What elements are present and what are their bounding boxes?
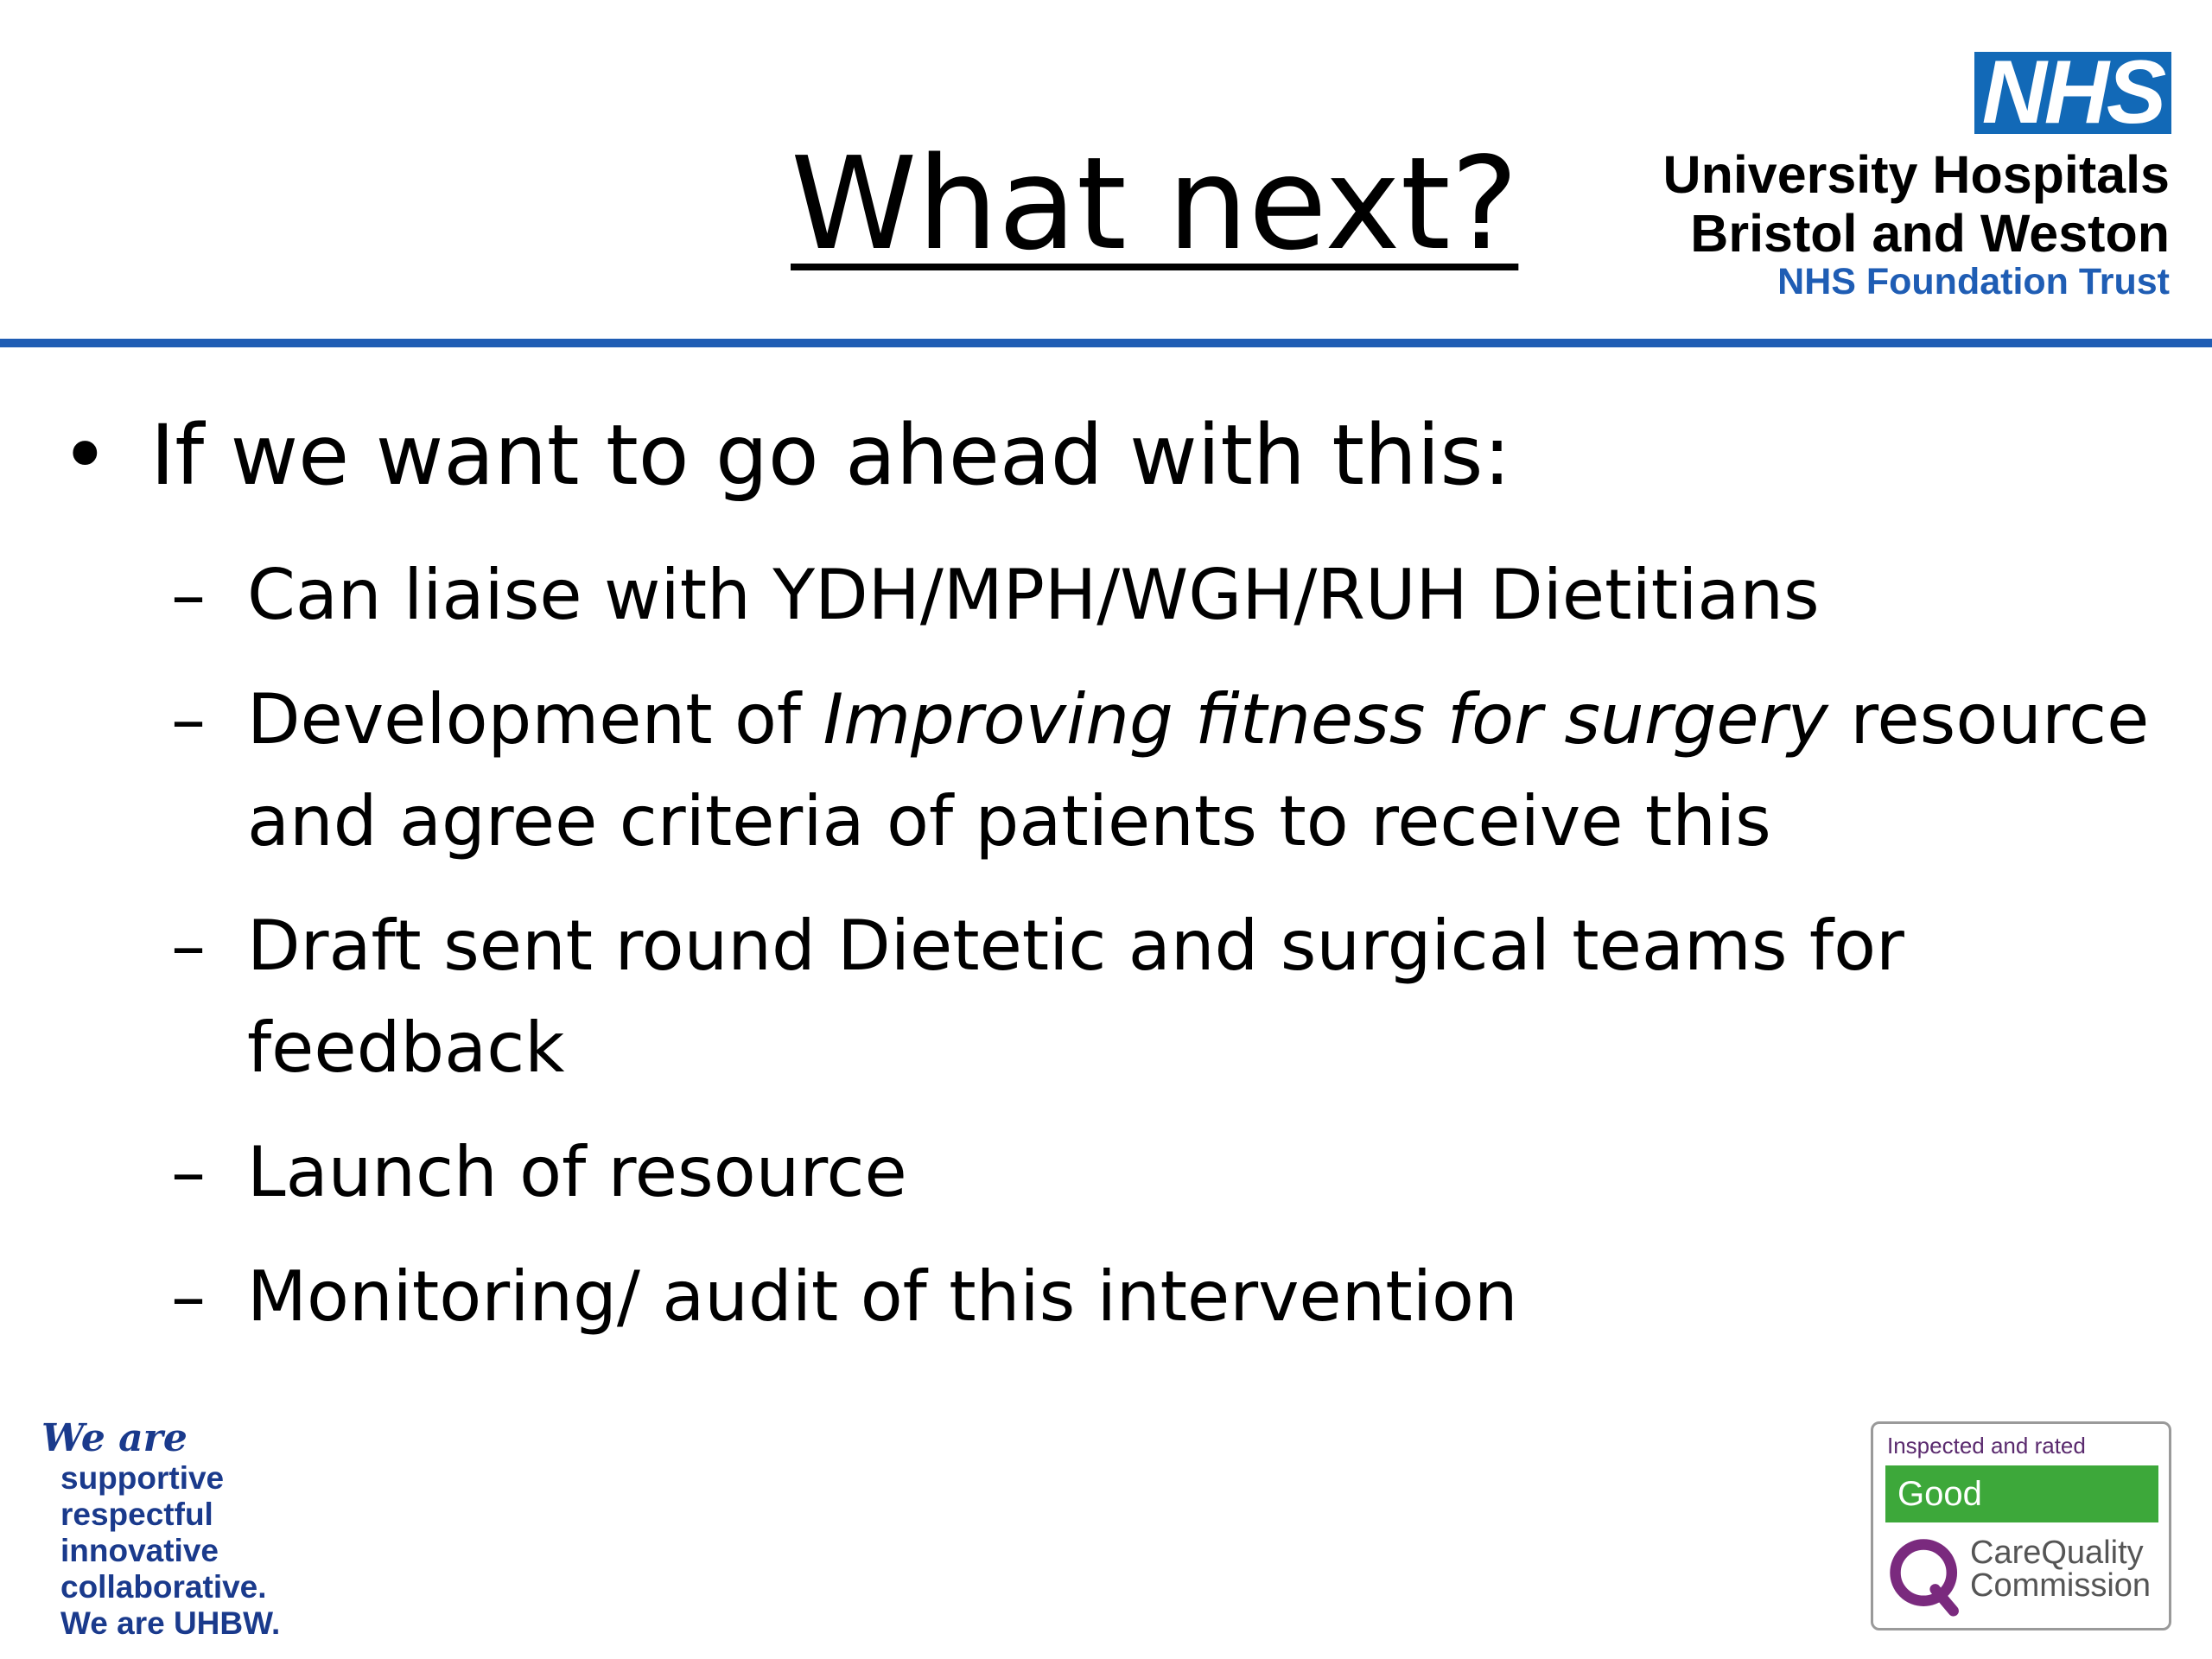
cqc-inspected-label: Inspected and rated xyxy=(1887,1433,2086,1459)
sub-bullet-item xyxy=(171,1122,2158,1224)
dash-marker: – xyxy=(171,555,206,635)
values-line: innovative xyxy=(60,1533,219,1568)
values-line: collaborative. xyxy=(60,1569,267,1605)
organisation-name xyxy=(1663,145,2170,263)
main-bullet xyxy=(60,406,1511,505)
dash-marker: – xyxy=(171,1256,206,1337)
header-divider xyxy=(0,339,2212,347)
cqc-name-line1: CareQuality xyxy=(1970,1535,2144,1571)
cqc-rating-value: Good xyxy=(1885,1465,2158,1522)
sub-bullet-item xyxy=(171,669,2158,873)
organisation-name-line2: Bristol and Weston xyxy=(1690,204,2170,263)
cqc-rating-badge xyxy=(1871,1421,2171,1630)
sub-bullet-item xyxy=(171,544,2158,646)
cqc-name-line2: Commission xyxy=(1970,1567,2152,1604)
values-line: We are UHBW. xyxy=(60,1605,281,1641)
dash-marker: – xyxy=(171,906,206,986)
sub-bullet-text: Launch of resource xyxy=(247,1132,907,1212)
sub-bullet-text: Monitoring/ audit of this intervention xyxy=(247,1256,1518,1337)
sub-bullet-text-italic: Improving fitness for surgery xyxy=(823,679,1828,760)
sub-bullet-text-suffix: resource and agree criteria of patients to receive this xyxy=(247,679,2150,861)
sub-bullet-text-prefix: Development of xyxy=(247,679,823,760)
sub-bullet-text: Draft sent round Dietetic and surgical teams for feedback xyxy=(247,906,1904,1088)
organisation-subtitle: NHS Foundation Trust xyxy=(1777,261,2170,302)
sub-bullet-item xyxy=(171,895,2158,1099)
nhs-logo: NHS xyxy=(1974,52,2171,134)
slide-title: What next? xyxy=(791,130,1519,278)
dash-marker: – xyxy=(171,679,206,760)
organisation-name-line1: University Hospitals xyxy=(1662,145,2170,204)
values-statement xyxy=(41,1417,280,1642)
sub-bullet-item xyxy=(171,1246,2158,1348)
values-heading: We are xyxy=(41,1416,188,1460)
values-line: supportive xyxy=(60,1460,225,1496)
values-line: respectful xyxy=(60,1497,213,1532)
dash-marker: – xyxy=(171,1132,206,1212)
main-bullet-text: If we want to go ahead with this: xyxy=(150,407,1511,504)
bullet-marker: • xyxy=(60,407,110,504)
cqc-name xyxy=(1970,1536,2151,1602)
sub-bullet-text: Can liaise with YDH/MPH/WGH/RUH Dietitians xyxy=(247,555,1820,635)
cqc-q-icon xyxy=(1885,1535,1968,1618)
sub-bullet-list xyxy=(171,544,2158,1370)
